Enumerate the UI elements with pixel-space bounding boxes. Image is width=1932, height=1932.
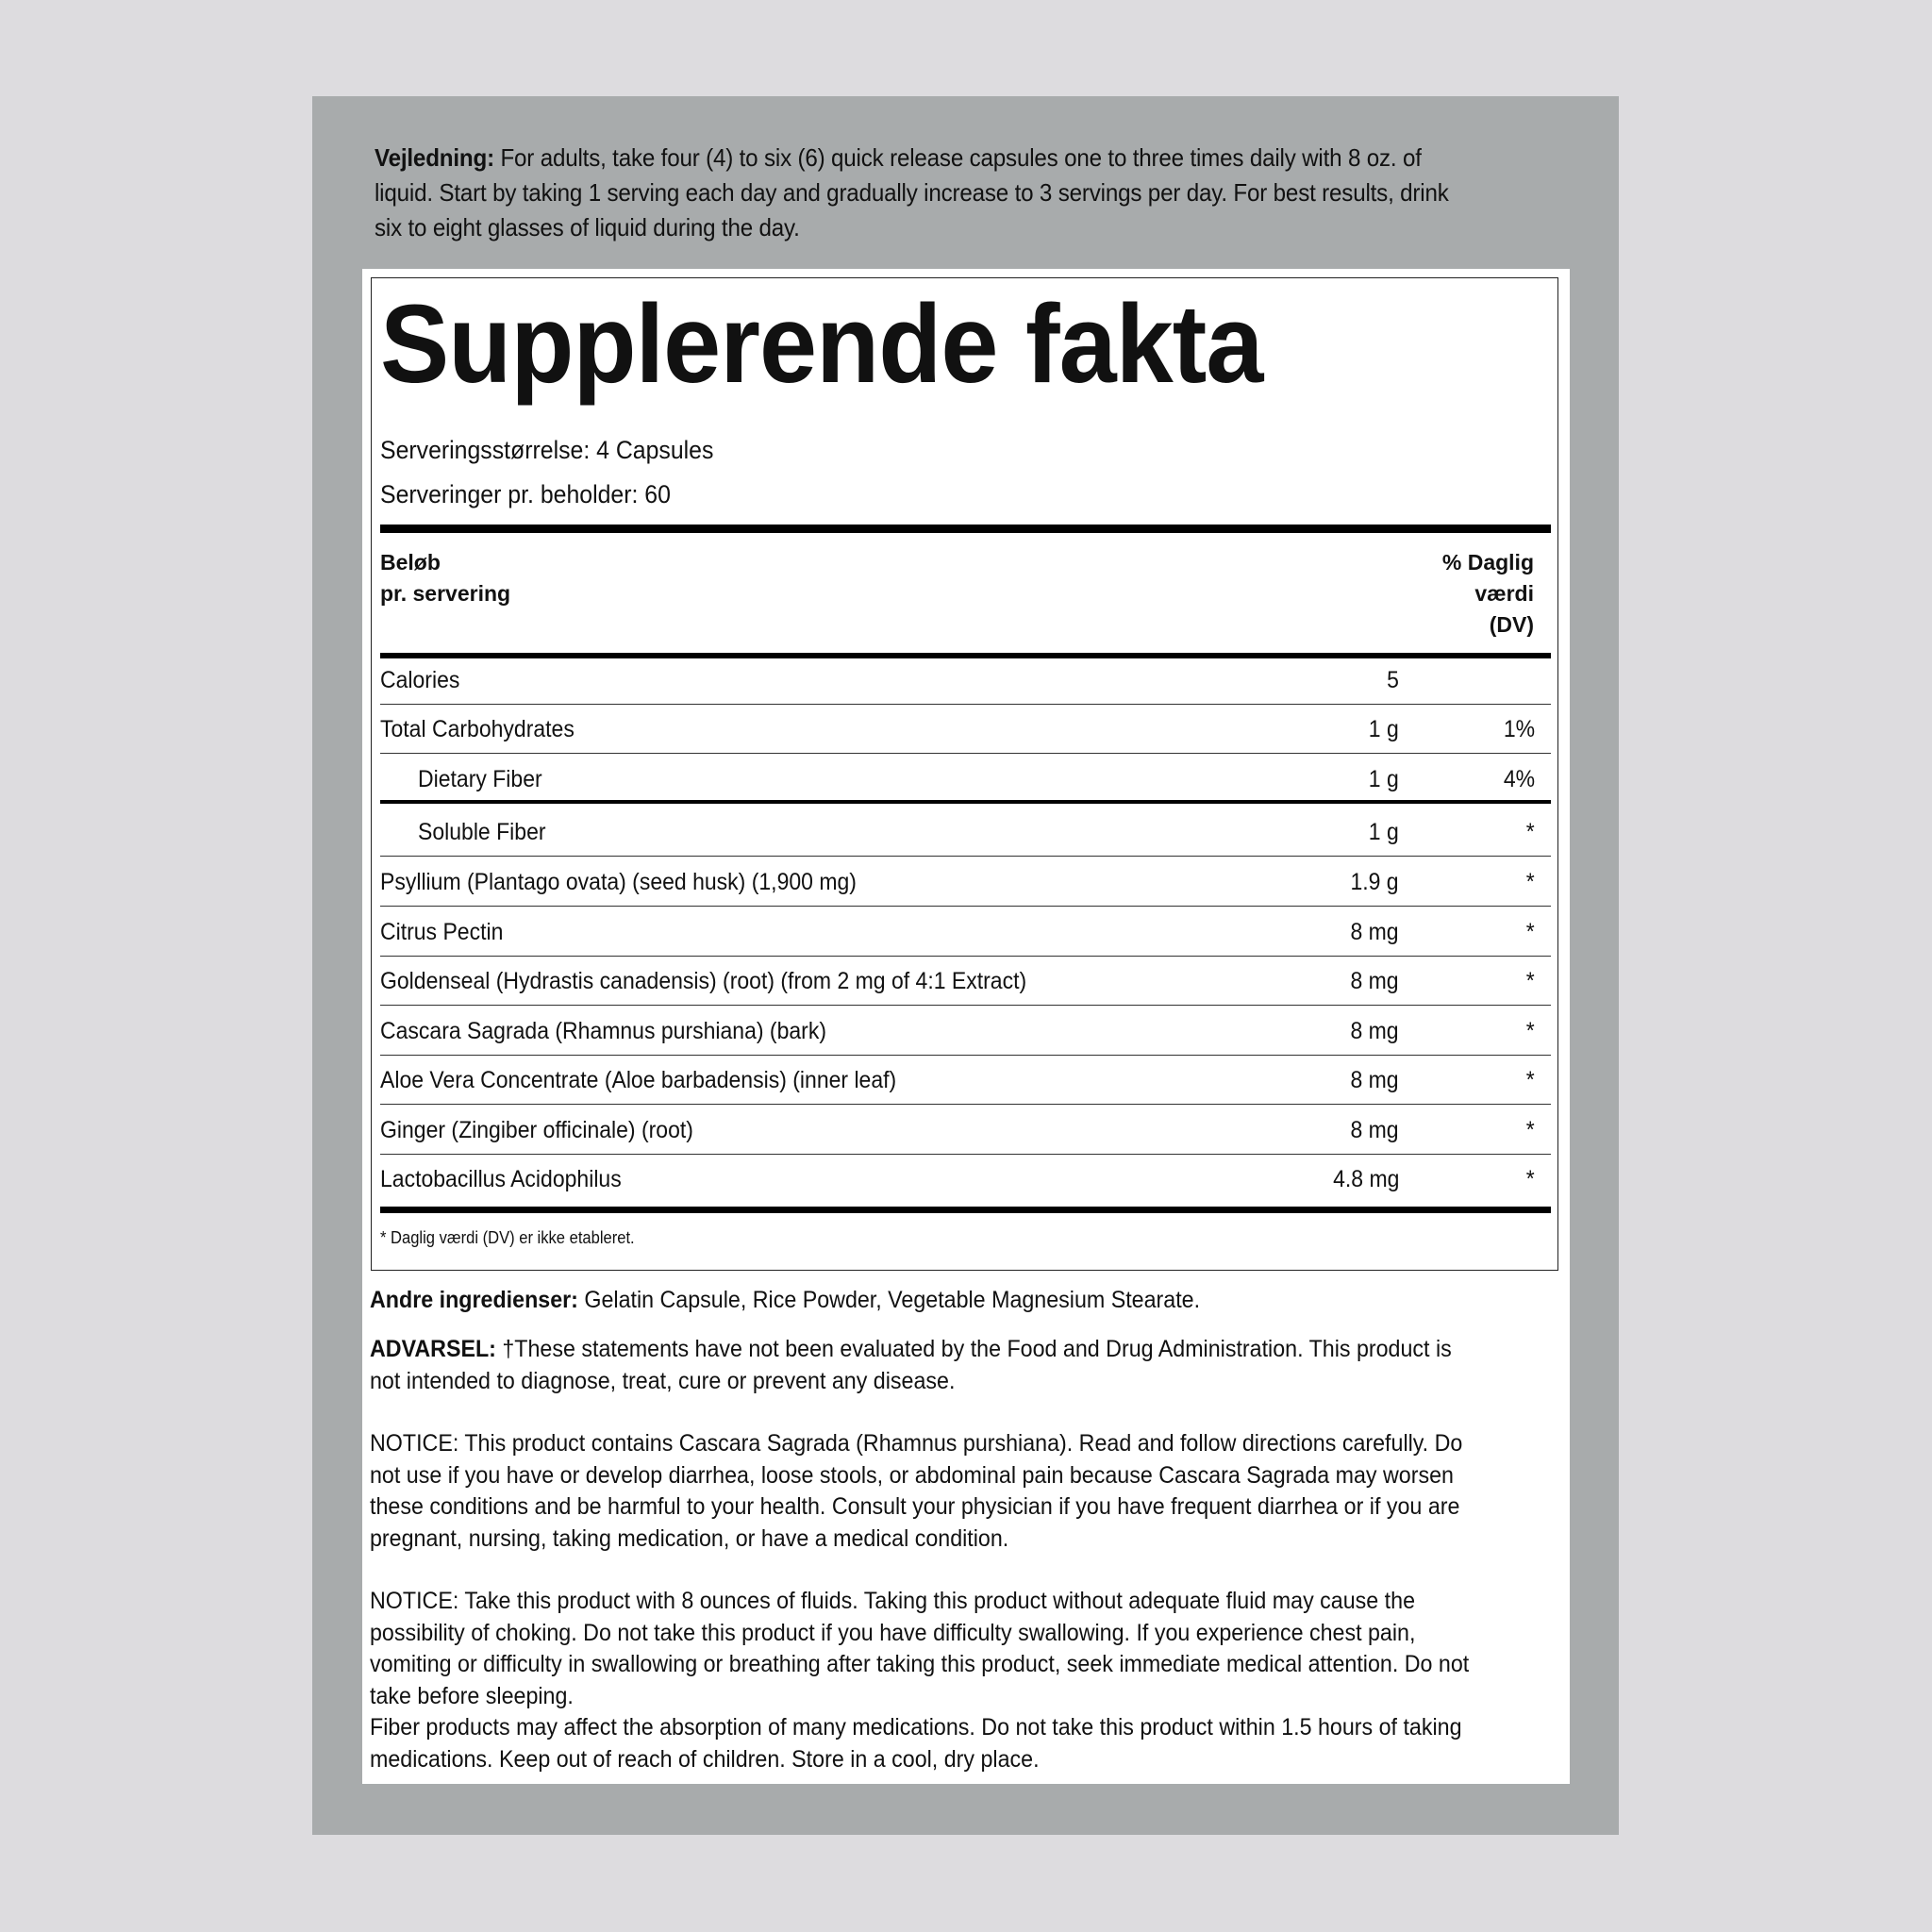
nutrient-dv: *	[1526, 869, 1535, 895]
nutrient-name: Total Carbohydrates	[380, 716, 575, 742]
nutrient-amount: 8 mg	[1350, 919, 1399, 945]
nutrient-name: Lactobacillus Acidophilus	[380, 1166, 622, 1192]
table-row	[380, 858, 1551, 907]
servings-per-container: Serveringer pr. beholder: 60	[380, 480, 671, 508]
notice-cascara	[370, 1428, 1484, 1555]
warning-label: ADVARSEL:	[370, 1336, 496, 1362]
row-divider	[380, 856, 1551, 858]
nutrient-dv: *	[1526, 919, 1535, 945]
table-row	[380, 1056, 1551, 1105]
notice-medications	[370, 1712, 1484, 1775]
nutrient-dv: *	[1526, 1067, 1535, 1093]
nutrient-name: Ginger (Zingiber officinale) (root)	[380, 1117, 693, 1143]
nutrient-name: Citrus Pectin	[380, 919, 504, 945]
nutrient-name: Psyllium (Plantago ovata) (seed husk) (1,900 mg)	[380, 869, 857, 895]
nutrient-dv: *	[1526, 968, 1535, 994]
row-divider	[380, 753, 1551, 755]
notice-fluids	[370, 1586, 1484, 1712]
other-ingredients-label: Andre ingredienser:	[370, 1287, 578, 1313]
nutrient-dv: *	[1526, 1018, 1535, 1044]
amount-header-line2: pr. servering	[380, 581, 511, 606]
nutrient-amount: 8 mg	[1350, 1117, 1399, 1143]
nutrient-name: Calories	[380, 667, 460, 693]
dv-header-line3: (DV)	[1489, 612, 1534, 637]
table-row	[380, 755, 1551, 804]
directions-text	[375, 141, 1480, 245]
nutrient-amount: 1 g	[1369, 716, 1399, 742]
nutrient-dv: *	[1526, 1166, 1535, 1192]
row-divider	[380, 1005, 1551, 1007]
amount-header-line1: Beløb	[380, 550, 441, 575]
nutrient-amount: 1 g	[1369, 766, 1399, 792]
nutrient-amount: 8 mg	[1350, 968, 1399, 994]
nutrient-amount: 8 mg	[1350, 1067, 1399, 1093]
nutrient-amount: 1 g	[1369, 819, 1399, 845]
nutrient-name: Goldenseal (Hydrastis canadensis) (root) (from 2 mg of 4:1 Extract)	[380, 968, 1027, 994]
table-row	[380, 808, 1551, 857]
other-ingredients	[370, 1285, 1484, 1317]
directions-body: For adults, take four (4) to six (6) quick release capsules one to three times daily with 8 oz. of liquid. Start by taking 1 serving each day and gradually increase to 3 servings per day. For best results, drink six to eight glasses of liquid during the day.	[375, 143, 1449, 242]
nutrient-amount: 5	[1387, 667, 1399, 693]
warning-text	[370, 1334, 1484, 1397]
amount-header	[380, 547, 510, 609]
warning-body: †These statements have not been evaluated by the Food and Drug Administration. This product is not intended to diagnose, treat, cure or prevent any disease.	[370, 1336, 1452, 1394]
nutrient-name: Dietary Fiber	[418, 766, 542, 792]
nutrient-dv: *	[1526, 1117, 1535, 1143]
dv-footnote: * Daglig værdi (DV) er ikke etableret.	[380, 1228, 635, 1247]
row-divider	[380, 800, 1551, 804]
serving-size: Serveringsstørrelse: 4 Capsules	[380, 436, 714, 464]
nutrient-dv: 4%	[1503, 766, 1535, 792]
table-row	[380, 1007, 1551, 1056]
dv-header	[1442, 547, 1534, 641]
directions-label: Vejledning:	[375, 143, 494, 172]
table-row	[380, 1155, 1551, 1204]
nutrient-dv: 1%	[1503, 716, 1535, 742]
notice-medications-text: Fiber products may affect the absorption of many medications. Do not take this product within 1.5 hours of taking medications. Keep out of reach of children. Store in a cool, dry place.	[370, 1714, 1462, 1773]
nutrient-amount: 1.9 g	[1350, 869, 1399, 895]
nutrient-amount: 8 mg	[1350, 1018, 1399, 1044]
row-divider	[380, 906, 1551, 908]
nutrient-amount: 4.8 mg	[1332, 1166, 1399, 1192]
table-row	[380, 957, 1551, 1006]
table-row	[380, 705, 1551, 754]
facts-title: Supplerende fakta	[380, 282, 1263, 407]
row-divider	[380, 1104, 1551, 1106]
nutrient-name: Cascara Sagrada (Rhamnus purshiana) (bark)	[380, 1018, 826, 1044]
table-row	[380, 656, 1551, 705]
thick-rule-bottom	[380, 1207, 1551, 1213]
dv-header-line1: % Daglig	[1441, 550, 1534, 575]
table-row	[380, 1106, 1551, 1155]
notice-fluids-text: NOTICE: Take this product with 8 ounces of fluids. Taking this product without adequate fluid may cause the possibility of choking. Do not take this product if you have difficulty swallowing. If you experience chest pain, vomiting or difficulty in swallowing or breathing after taking this product, seek immediate medical attention. Do not take before sleeping.	[370, 1588, 1470, 1709]
table-row	[380, 908, 1551, 957]
thick-rule-top	[380, 525, 1551, 533]
notice-cascara-text: NOTICE: This product contains Cascara Sagrada (Rhamnus purshiana). Read and follow directions carefully. Do not use if you have or develop diarrhea, loose stools, or abdominal pain because Cascara Sagrada may worsen these conditions and be harmful to your health. Consult your physician if you have frequent diarrhea or if you are pregnant, nursing, taking medication, or have a medical condition.	[370, 1430, 1463, 1552]
nutrient-name: Soluble Fiber	[418, 819, 546, 845]
other-ingredients-text: Gelatin Capsule, Rice Powder, Vegetable Magnesium Stearate.	[577, 1287, 1201, 1313]
nutrient-name: Aloe Vera Concentrate (Aloe barbadensis) (inner leaf)	[380, 1067, 897, 1093]
dv-header-line2: værdi	[1474, 581, 1534, 606]
nutrient-dv: *	[1526, 819, 1535, 845]
